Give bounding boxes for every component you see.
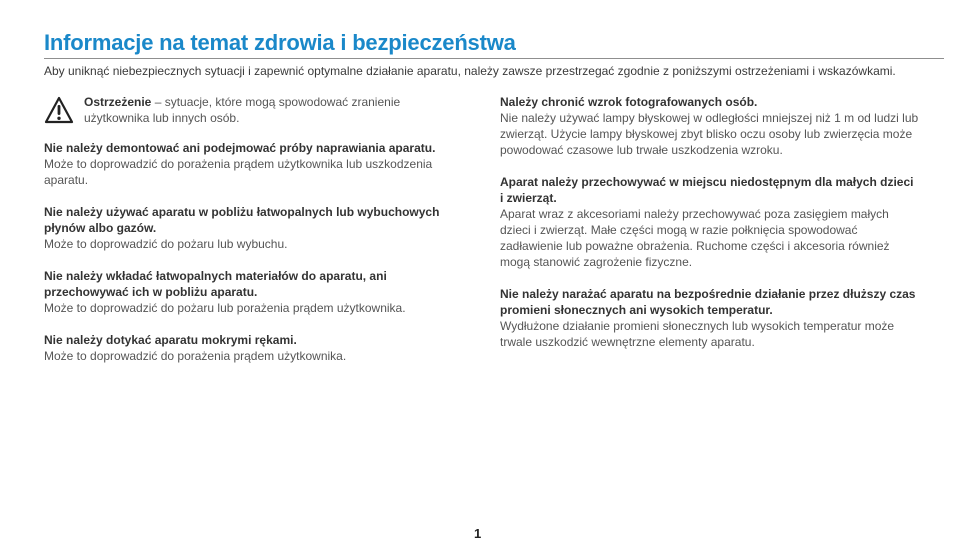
safety-item (44, 204, 464, 252)
safety-item (500, 286, 920, 350)
warning-legend (44, 94, 464, 126)
safety-item (44, 332, 464, 364)
page-title: Informacje na temat zdrowia i bezpieczeństwa (44, 30, 516, 55)
safety-item (500, 94, 920, 158)
title-divider (44, 58, 944, 59)
safety-item-body: Aparat wraz z akcesoriami należy przechowywać poza zasięgiem małych dzieci i zwierząt. Małe części mogą w razie połknięcia spowodować zadławienie lub poważne obrażenia. Ruchome części i akcesoria również mogą stanowić zagrożenie fizyczne. (500, 207, 890, 269)
warning-text (84, 94, 464, 126)
safety-item-body: Może to doprowadzić do pożaru lub wybuchu. (44, 237, 288, 251)
right-column (500, 94, 920, 366)
safety-item-body: Nie należy używać lampy błyskowej w odległości mniejszej niż 1 m od ludzi lub zwierząt. Użycie lampy błyskowej zbyt blisko oczu osoby lub zwierzęcia może powodować czasowe lub trwałe uszkodzenia wzroku. (500, 111, 919, 157)
safety-item-heading: Nie należy wkładać łatwopalnych materiałów do aparatu, ani przechowywać ich w pobliżu aparatu. (44, 269, 387, 299)
safety-item (44, 268, 464, 316)
safety-item-heading: Nie należy demontować ani podejmować próby naprawiania aparatu. (44, 141, 436, 155)
safety-item-body: Może to doprowadzić do porażenia prądem użytkownika lub uszkodzenia aparatu. (44, 157, 433, 187)
safety-item-heading: Należy chronić wzrok fotografowanych osób. (500, 95, 758, 109)
safety-item-body: Może to doprowadzić do pożaru lub porażenia prądem użytkownika. (44, 301, 406, 315)
safety-item-heading: Aparat należy przechowywać w miejscu niedostępnym dla małych dzieci i zwierząt. (500, 175, 914, 205)
left-column (44, 94, 464, 380)
intro-text: Aby uniknąć niebezpiecznych sytuacji i zapewnić optymalne działanie aparatu, należy zawsze przestrzegać zgodnie z poniższymi ostrzeżeniami i wskazówkami. (44, 64, 896, 78)
warning-description: – sytuacje, które mogą spowodować zranienie użytkownika lub innych osób. (84, 95, 401, 125)
safety-item (500, 174, 920, 270)
page-number: 1 (474, 526, 482, 541)
safety-item-heading: Nie należy dotykać aparatu mokrymi rękami. (44, 333, 297, 347)
warning-label: Ostrzeżenie (84, 95, 152, 109)
safety-item-heading: Nie należy używać aparatu w pobliżu łatwopalnych lub wybuchowych płynów albo gazów. (44, 205, 440, 235)
safety-item-body: Może to doprowadzić do porażenia prądem użytkownika. (44, 349, 347, 363)
safety-item-heading: Nie należy narażać aparatu na bezpośrednie działanie przez dłuższy czas promieni słonecznych ani wysokich temperatur. (500, 287, 916, 317)
warning-triangle-icon (44, 96, 74, 124)
safety-item-body: Wydłużone działanie promieni słonecznych lub wysokich temperatur może trwale uszkodzić wewnętrzne elementy aparatu. (500, 319, 895, 349)
safety-item (44, 140, 464, 188)
